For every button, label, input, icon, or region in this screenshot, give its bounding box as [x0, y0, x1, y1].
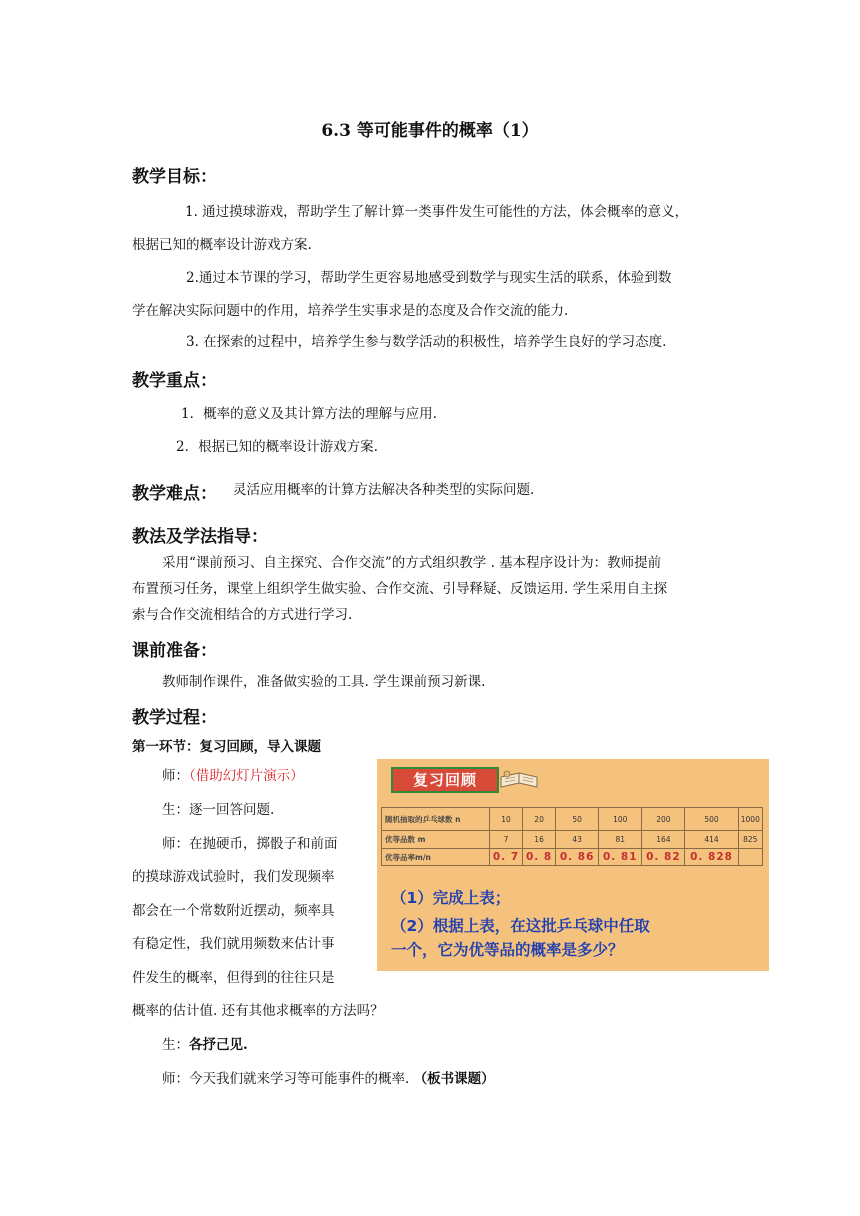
student-answer: 各抒己见.	[189, 1037, 248, 1053]
key-point-2: 2．根据已知的概率设计游戏方案.	[176, 439, 378, 455]
page-title: 6.3 等可能事件的概率（1）	[321, 121, 539, 141]
student-line-2	[162, 1037, 248, 1053]
table-cell: 100	[599, 808, 642, 831]
slide-tab	[391, 767, 499, 793]
goal-1-line-1: 1. 通过摸球游戏，帮助学生了解计算一类事件发生可能性的方法，体会概率的意义，	[185, 204, 689, 220]
table-cell: 0. 7	[490, 849, 523, 866]
blackboard-note: （板书课题）	[413, 1071, 495, 1087]
frequency-table	[381, 807, 763, 866]
table-row	[382, 808, 763, 831]
table-row	[382, 849, 763, 866]
table-cell: 16	[523, 831, 556, 849]
process-heading: 教学过程：	[132, 708, 217, 728]
review-slide	[377, 759, 769, 971]
prep-text: 教师制作课件，准备做实验的工具. 学生课前预习新课.	[162, 674, 486, 690]
prep-heading: 课前准备：	[132, 641, 217, 661]
paragraph-line-4: 有稳定性，我们就用频数来估计事	[132, 936, 335, 952]
slide-question-2-line-1: （2）根据上表，在这批乒乓球中任取	[391, 917, 650, 935]
teacher-text: 师：今天我们就来学习等可能事件的概率.	[162, 1071, 414, 1087]
table-row	[382, 831, 763, 849]
teacher-line-1	[162, 768, 304, 784]
table-row-label: 随机抽取的乒乓球数 n	[382, 808, 490, 831]
goal-1-line-2: 根据已知的概率设计游戏方案.	[132, 237, 312, 253]
goals-heading: 教学目标：	[132, 167, 217, 187]
open-book-icon	[499, 769, 539, 791]
slide-question-1: （1）完成上表；	[391, 889, 511, 907]
goal-2-line-2: 学在解决实际问题中的作用，培养学生实事求是的态度及合作交流的能力.	[132, 303, 569, 319]
table-cell: 200	[642, 808, 685, 831]
slide-tab-label: 复习回顾	[412, 771, 477, 789]
paragraph-line-6: 概率的估计值. 还有其他求概率的方法吗？	[132, 1003, 384, 1019]
difficulty-heading: 教学难点：	[132, 484, 217, 504]
table-cell: 50	[556, 808, 599, 831]
table-cell: 0. 81	[599, 849, 642, 866]
table-cell: 20	[523, 808, 556, 831]
table-cell: 81	[599, 831, 642, 849]
slide-note: （借助幻灯片演示）	[189, 768, 304, 784]
table-cell: 43	[556, 831, 599, 849]
goal-2-line-1: 2.通过本节课的学习，帮助学生更容易地感受到数学与现实生活的联系，体验到数	[186, 270, 672, 286]
method-line-2: 布置预习任务，课堂上组织学生做实验、合作交流、引导释疑、反馈运用. 学生采用自主探	[132, 581, 668, 597]
key-points-heading: 教学重点：	[132, 371, 217, 391]
difficulty-text: 灵活应用概率的计算方法解决各种类型的实际问题.	[233, 482, 535, 498]
goal-3: 3. 在探索的过程中，培养学生参与数学活动的积极性，培养学生良好的学习态度.	[186, 334, 667, 350]
teacher-line-3	[162, 1071, 495, 1087]
table-cell: 10	[490, 808, 523, 831]
teacher-label: 师：	[162, 768, 189, 784]
paragraph-line-5: 件发生的概率，但得到的往往只是	[132, 970, 335, 986]
table-cell: 0. 8	[523, 849, 556, 866]
method-line-3: 索与合作交流相结合的方式进行学习.	[132, 607, 353, 623]
key-point-1: 1．概率的意义及其计算方法的理解与应用.	[181, 406, 437, 422]
table-cell	[738, 849, 762, 866]
table-cell: 0. 86	[556, 849, 599, 866]
table-cell: 825	[738, 831, 762, 849]
paragraph-line-2: 的摸球游戏试验时，我们发现频率	[132, 869, 335, 885]
paragraph-line-3: 都会在一个常数附近摆动，频率具	[132, 903, 335, 919]
table-row-label: 优等品率m/n	[382, 849, 490, 866]
table-cell: 414	[685, 831, 738, 849]
table-cell: 0. 82	[642, 849, 685, 866]
table-cell: 1000	[738, 808, 762, 831]
paragraph-line-1: 师：在抛硬币，掷骰子和前面	[162, 836, 338, 852]
section-1-heading: 第一环节：复习回顾，导入课题	[132, 739, 321, 755]
table-row-label: 优等品数 m	[382, 831, 490, 849]
student-label: 生：	[162, 1037, 189, 1053]
table-cell: 164	[642, 831, 685, 849]
table-cell: 7	[490, 831, 523, 849]
method-line-1: 采用“课前预习、自主探究、合作交流”的方式组织教学 . 基本程序设计为：教师提前	[162, 555, 662, 571]
table-cell: 0. 828	[685, 849, 738, 866]
student-line-1: 生：逐一回答问题.	[162, 802, 275, 818]
slide-question-2-line-2: 一个，它为优等品的概率是多少？	[391, 941, 624, 959]
table-cell: 500	[685, 808, 738, 831]
method-heading: 教法及学法指导：	[132, 527, 268, 547]
